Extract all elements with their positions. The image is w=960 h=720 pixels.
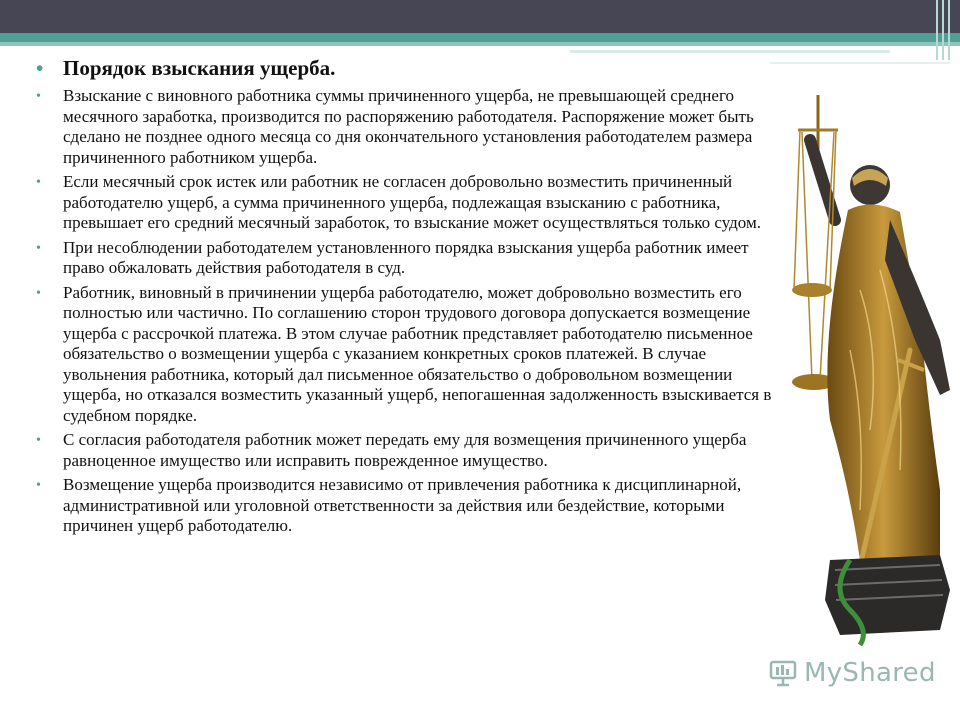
corner-decoration bbox=[934, 0, 952, 60]
paragraph-2: • Если месячный срок истек или работник не согласен добровольно возместить причиненный работодателю ущерб, а сумма причиненного ущерба, подлежащая взысканию с работника, превышает его средний месячный заработок, то взыскание может осуществляться только судом. bbox=[36, 172, 786, 234]
paragraph-5: • С согласия работодателя работник может передать ему для возмещения причиненного ущерба равноценное имущество или исправить поврежденное имущество. bbox=[36, 430, 786, 471]
decorative-line-2 bbox=[770, 62, 950, 64]
justice-statue-image bbox=[790, 90, 960, 650]
paragraph-6: • Возмещение ущерба производится независимо от привлечения работника к дисциплинарной, административной или уголовной ответственности за действия или бездействие, которыми причинен ущерб работодателю. bbox=[36, 475, 786, 537]
paragraph-1: • Взыскание с виновного работника суммы причиненного ущерба, не превышающей среднего месячного заработка, производится по распоряжению работодателя. Распоряжение может быть сделано не позднее одного месяца со дня окончательного установления работодателем размера причиненного работником ущерба. bbox=[36, 86, 786, 168]
header-band bbox=[0, 0, 960, 33]
paragraph-3: • При несоблюдении работодателем установленного порядка взыскания ущерба работник имеет право обжаловать действия работодателя в суд. bbox=[36, 238, 786, 279]
bullet-list bbox=[36, 55, 786, 537]
watermark-text: MyShared bbox=[804, 658, 936, 688]
watermark bbox=[768, 656, 938, 690]
slide-title: • Порядок взыскания ущерба. bbox=[36, 55, 786, 81]
paragraph-4: • Работник, виновный в причинении ущерба работодателю, может добровольно возместить его полностью или частично. По соглашению сторон трудового договора допускается возмещение ущерба с рассрочкой платежа. В этом случае работник представляет работодателю письменное обязательство о возмещении ущерба с указанием конкретных сроков платежей. В случае увольнения работника, который дал письменное обязательство о добровольном возмещении ущерба, но отказался возместить указанный ущерб, непогашенная задолженность взыскивается в судебном порядке. bbox=[36, 283, 786, 427]
accent-band bbox=[0, 33, 960, 42]
slide-content bbox=[36, 55, 786, 541]
accent-band-light bbox=[0, 42, 960, 46]
presentation-icon bbox=[768, 658, 798, 688]
decorative-line bbox=[570, 50, 890, 53]
